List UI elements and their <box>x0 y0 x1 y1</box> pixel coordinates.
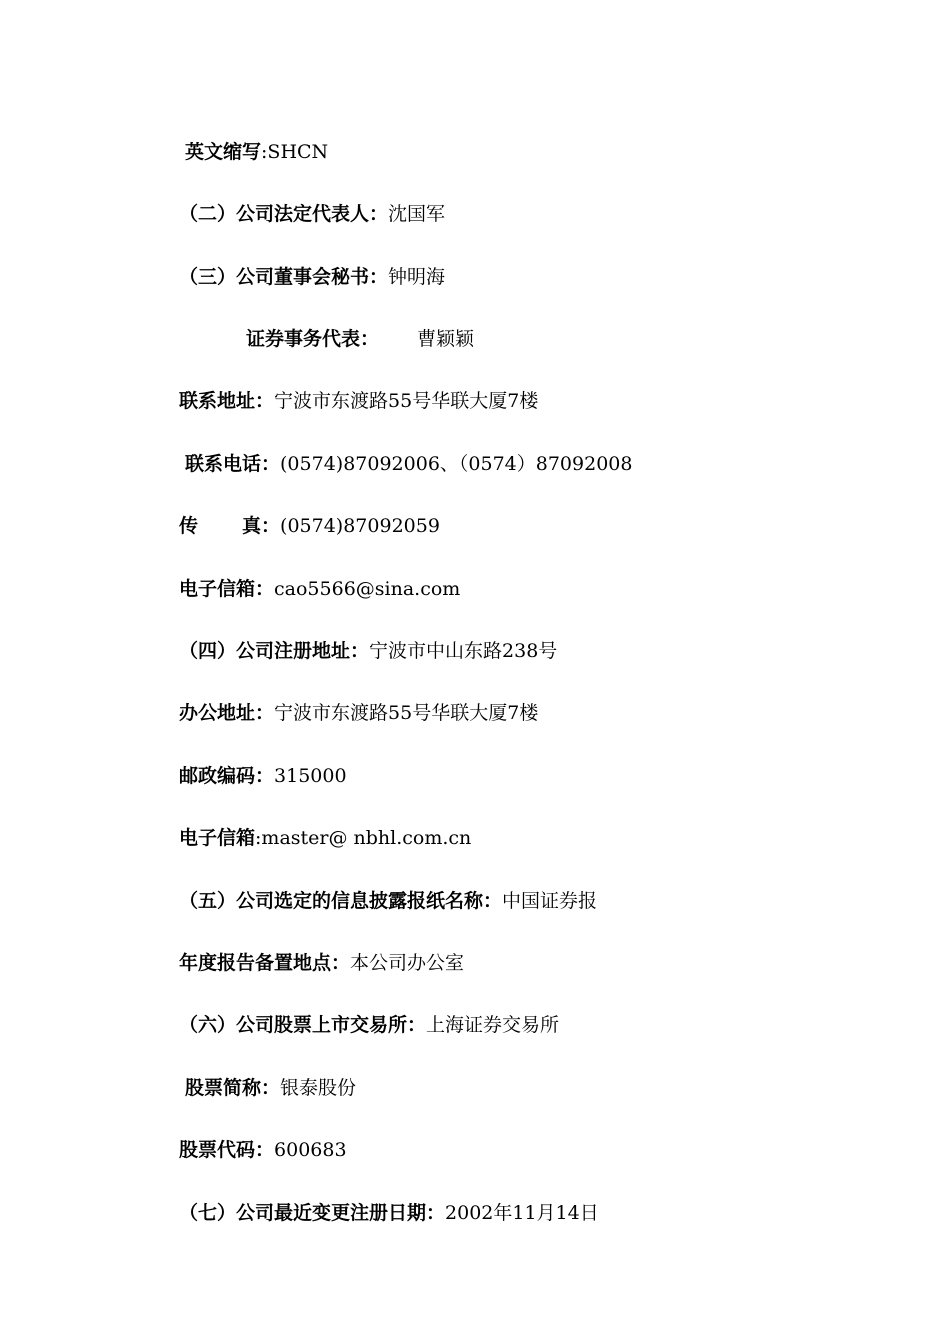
fax-label-first: 传 <box>179 515 199 537</box>
board-secretary-value: 钟明海 <box>388 266 446 288</box>
postal-code-label: 邮政编码： <box>179 765 275 787</box>
legal-representative-label: （二）公司法定代表人： <box>179 203 389 225</box>
annual-report-location-label: 年度报告备置地点： <box>179 952 351 974</box>
stock-name-line <box>185 1073 356 1103</box>
stock-exchange-value: 上海证券交易所 <box>426 1014 560 1036</box>
board-secretary-line <box>179 262 445 292</box>
english-abbreviation-label: 英文缩写 <box>185 141 262 163</box>
annual-report-location-line <box>179 948 464 978</box>
stock-code-label: 股票代码： <box>179 1139 275 1161</box>
securities-representative-line <box>246 324 474 354</box>
office-address-label: 办公地址： <box>179 702 275 724</box>
securities-representative-label: 证券事务代表： <box>246 328 380 350</box>
registered-address-value: 宁波市中山东路238号 <box>369 640 558 662</box>
fax-line <box>179 511 440 541</box>
fax-label-second: 真： <box>242 515 281 537</box>
registration-change-date-label: （七）公司最近变更注册日期： <box>179 1202 446 1224</box>
disclosure-newspaper-value: 中国证券报 <box>502 890 598 912</box>
email-value: cao5566@sina.com <box>274 578 461 600</box>
contact-address-value: 宁波市东渡路55号华联大厦7楼 <box>274 390 539 412</box>
contact-phone-label: 联系电话： <box>185 453 281 475</box>
english-abbreviation-line <box>185 137 328 167</box>
office-email-separator: : <box>255 827 262 849</box>
registration-change-date-value: 2002年11月14日 <box>445 1202 599 1224</box>
contact-phone-line <box>185 449 632 479</box>
stock-name-label: 股票简称： <box>185 1077 281 1099</box>
registered-address-label: （四）公司注册地址： <box>179 640 370 662</box>
contact-phone-value: (0574)87092006、（0574）87092008 <box>280 453 633 475</box>
email-label: 电子信箱： <box>179 578 275 600</box>
disclosure-newspaper-label: （五）公司选定的信息披露报纸名称： <box>179 890 503 912</box>
english-abbreviation-value: SHCN <box>267 141 329 163</box>
board-secretary-label: （三）公司董事会秘书： <box>179 266 389 288</box>
contact-address-line <box>179 386 538 416</box>
disclosure-newspaper-line <box>179 886 597 916</box>
registered-address-line <box>179 636 557 666</box>
office-address-line <box>179 698 538 728</box>
registration-change-date-line <box>179 1198 599 1228</box>
postal-code-line <box>179 761 347 791</box>
stock-exchange-label: （六）公司股票上市交易所： <box>179 1014 427 1036</box>
stock-name-value: 银泰股份 <box>280 1077 357 1099</box>
stock-code-value: 600683 <box>274 1139 347 1161</box>
securities-representative-value: 曹颖颖 <box>417 328 475 350</box>
office-email-line <box>179 823 471 853</box>
office-email-label: 电子信箱 <box>179 827 256 849</box>
email-line <box>179 574 460 604</box>
legal-representative-line <box>179 199 445 229</box>
fax-value: (0574)87092059 <box>280 515 440 537</box>
contact-address-label: 联系地址： <box>179 390 275 412</box>
legal-representative-value: 沈国军 <box>388 203 446 225</box>
office-email-value: master@ nbhl.com.cn <box>261 827 472 849</box>
english-abbreviation-separator: : <box>261 141 268 163</box>
office-address-value: 宁波市东渡路55号华联大厦7楼 <box>274 702 539 724</box>
annual-report-location-value: 本公司办公室 <box>350 952 465 974</box>
stock-exchange-line <box>179 1010 559 1040</box>
postal-code-value: 315000 <box>274 765 347 787</box>
stock-code-line <box>179 1135 347 1165</box>
